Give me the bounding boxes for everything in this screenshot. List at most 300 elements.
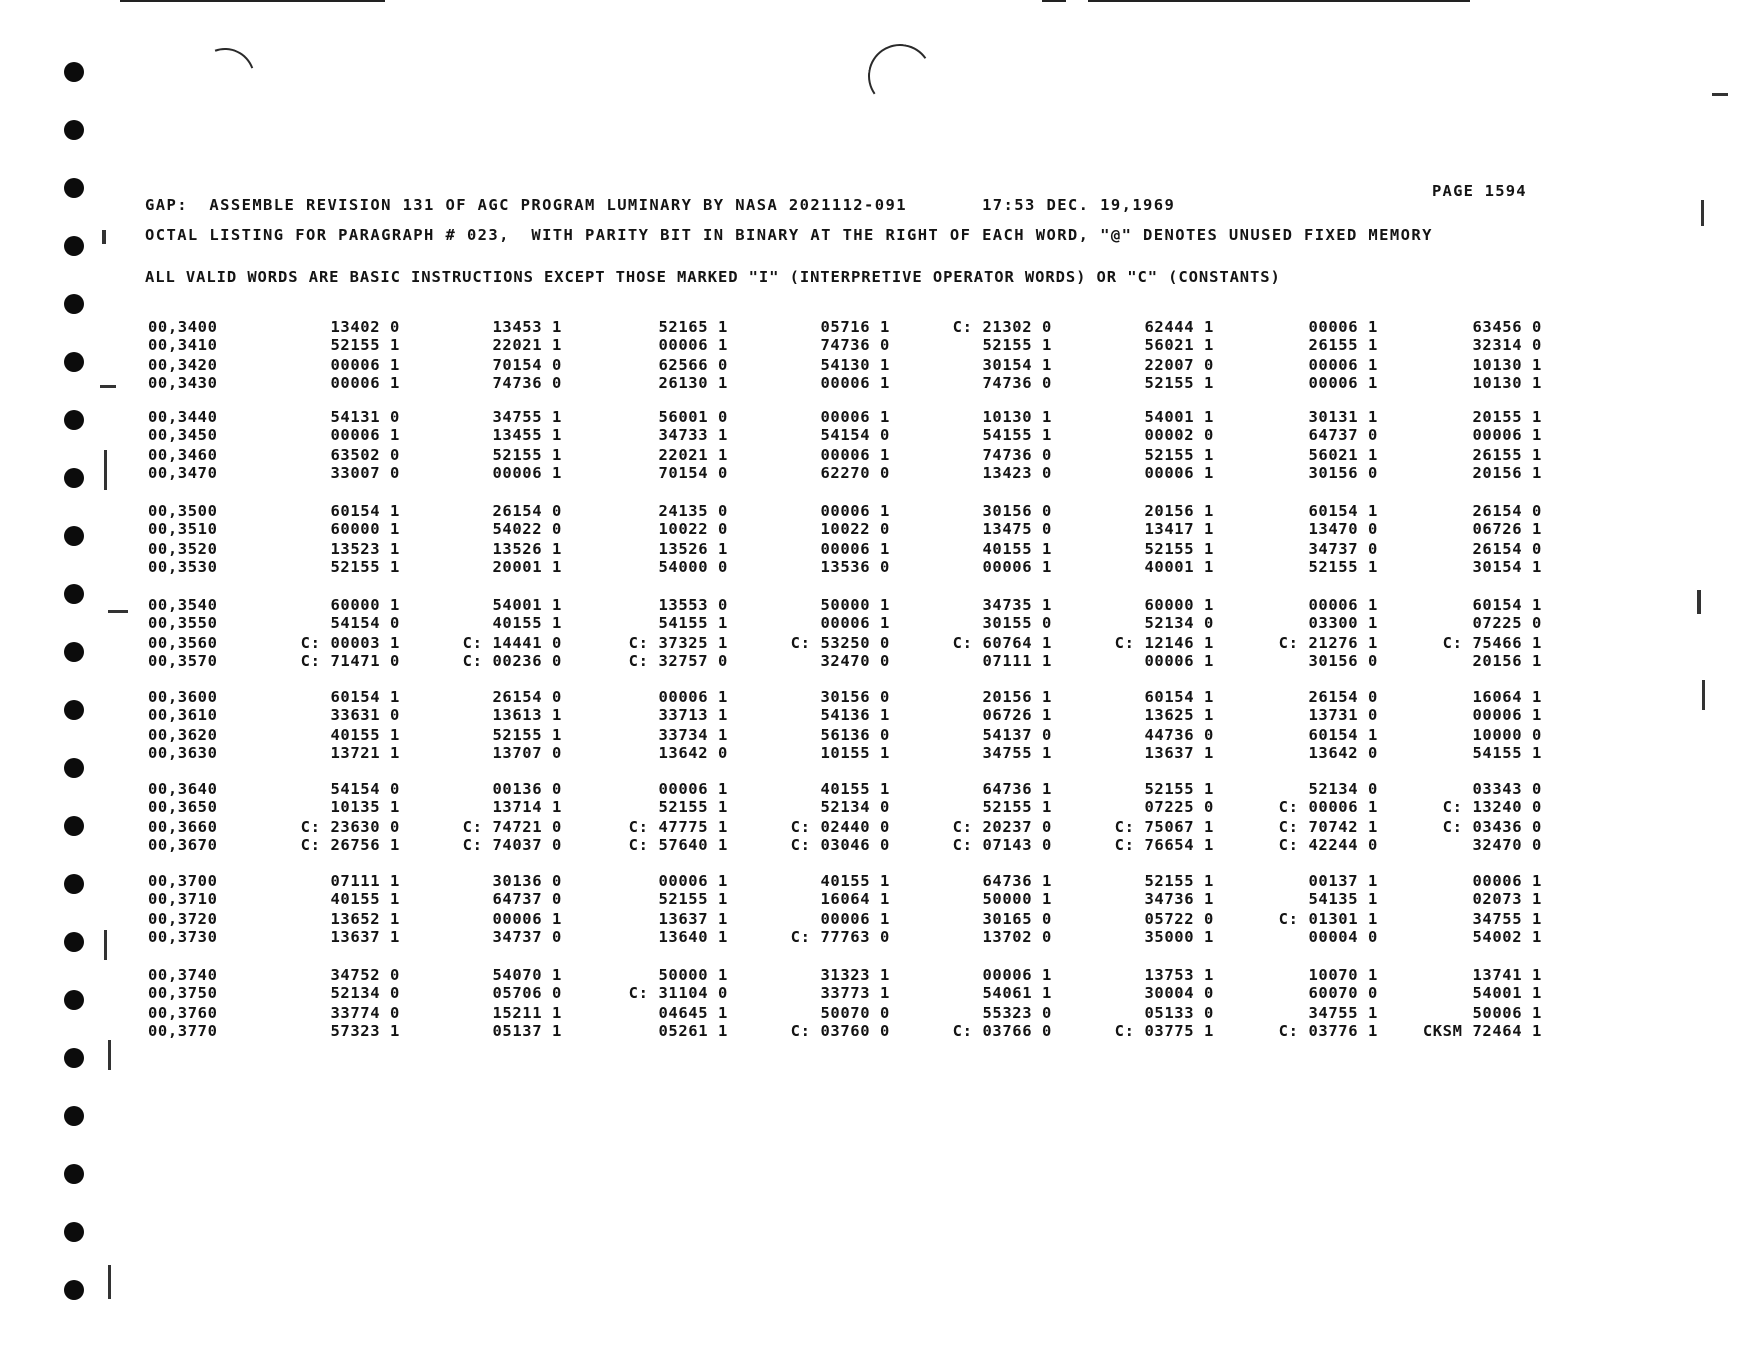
listing-row xyxy=(0,798,1740,816)
octal-word: C: 57640 1 xyxy=(628,835,728,854)
octal-word: 52155 1 xyxy=(658,889,728,908)
octal-word: 05706 0 xyxy=(492,983,562,1002)
octal-word: 56021 1 xyxy=(1144,335,1214,354)
octal-word: 56001 0 xyxy=(658,408,728,426)
octal-word: 00006 1 xyxy=(330,373,400,392)
octal-word: 00006 1 xyxy=(1308,318,1378,336)
octal-word: 52134 0 xyxy=(820,797,890,816)
listing-row xyxy=(0,520,1740,538)
octal-word: 54155 1 xyxy=(1472,743,1542,762)
octal-word: C: 03760 0 xyxy=(790,1021,890,1040)
octal-word: 20156 1 xyxy=(982,688,1052,706)
address-label: 00,3660 xyxy=(148,818,218,836)
top-rule-left xyxy=(120,0,385,2)
octal-word: 63502 0 xyxy=(330,446,400,464)
octal-word: 26154 0 xyxy=(492,502,562,520)
octal-word: 00006 1 xyxy=(658,780,728,798)
listing-row xyxy=(0,836,1740,854)
octal-word: 15211 1 xyxy=(492,1004,562,1022)
address-label: 00,3760 xyxy=(148,1004,218,1022)
octal-word: 10130 1 xyxy=(1472,373,1542,392)
octal-word: 34735 1 xyxy=(982,596,1052,614)
octal-word: 26130 1 xyxy=(658,373,728,392)
address-label: 00,3630 xyxy=(148,743,218,762)
octal-word: 35000 1 xyxy=(1144,927,1214,946)
octal-word: 60154 1 xyxy=(1472,596,1542,614)
octal-word: 52134 0 xyxy=(1144,613,1214,632)
octal-word: 54001 1 xyxy=(1472,983,1542,1002)
octal-word: 31323 1 xyxy=(820,966,890,984)
octal-word: 40155 1 xyxy=(982,540,1052,558)
octal-word: 44736 0 xyxy=(1144,726,1214,744)
octal-word: 30156 0 xyxy=(982,502,1052,520)
listing-row xyxy=(0,374,1740,392)
octal-word: 30165 0 xyxy=(982,910,1052,928)
octal-word: C: 03046 0 xyxy=(790,835,890,854)
listing-row xyxy=(0,744,1740,762)
octal-word: 74736 0 xyxy=(820,335,890,354)
listing-row xyxy=(0,910,1740,928)
octal-word: 74736 0 xyxy=(982,373,1052,392)
octal-word: C: 03436 0 xyxy=(1442,818,1542,836)
octal-word: 00006 1 xyxy=(658,335,728,354)
listing-row xyxy=(0,928,1740,946)
octal-word: 52155 1 xyxy=(982,797,1052,816)
octal-word: 70154 0 xyxy=(492,356,562,374)
octal-word: 54136 1 xyxy=(820,705,890,724)
octal-word: 00006 1 xyxy=(820,502,890,520)
octal-word: 40155 1 xyxy=(492,613,562,632)
octal-word: 03300 1 xyxy=(1308,613,1378,632)
octal-word: C: 74037 0 xyxy=(462,835,562,854)
octal-word: C: 37325 1 xyxy=(628,634,728,652)
octal-word: 07225 0 xyxy=(1472,613,1542,632)
octal-word: 13402 0 xyxy=(330,318,400,336)
octal-word: 70154 0 xyxy=(658,463,728,482)
octal-word: 54135 1 xyxy=(1308,889,1378,908)
octal-word: 10070 1 xyxy=(1308,966,1378,984)
octal-word: 13741 1 xyxy=(1472,966,1542,984)
octal-word: 54155 1 xyxy=(982,425,1052,444)
address-label: 00,3510 xyxy=(148,519,218,538)
listing-row xyxy=(0,1022,1740,1040)
octal-word: 00006 1 xyxy=(820,373,890,392)
address-label: 00,3420 xyxy=(148,356,218,374)
octal-word: C: 03775 1 xyxy=(1114,1021,1214,1040)
listing-row xyxy=(0,652,1740,670)
listing-title: GAP: ASSEMBLE REVISION 131 OF AGC PROGRAM LUMINARY BY NASA 2021112-091 17:53 DEC. 19,1969 xyxy=(145,196,1176,214)
octal-word: 64736 1 xyxy=(982,780,1052,798)
address-label: 00,3430 xyxy=(148,373,218,392)
octal-word: 13753 1 xyxy=(1144,966,1214,984)
octal-word: 50000 1 xyxy=(658,966,728,984)
margin-speck xyxy=(108,1040,111,1070)
listing-row xyxy=(0,464,1740,482)
octal-word: 50006 1 xyxy=(1472,1004,1542,1022)
octal-word: C: 13240 0 xyxy=(1442,797,1542,816)
listing-row xyxy=(0,818,1740,836)
octal-word: 00006 1 xyxy=(492,463,562,482)
octal-word: 13642 0 xyxy=(1308,743,1378,762)
octal-word: 54000 0 xyxy=(658,557,728,576)
octal-word: 33774 0 xyxy=(330,1004,400,1022)
octal-word: 34736 1 xyxy=(1144,889,1214,908)
listing-row xyxy=(0,726,1740,744)
octal-word: 13526 1 xyxy=(658,540,728,558)
octal-word: C: 42244 0 xyxy=(1278,835,1378,854)
octal-word: 20001 1 xyxy=(492,557,562,576)
octal-word: 13642 0 xyxy=(658,743,728,762)
listing-row xyxy=(0,634,1740,652)
octal-word: 56136 0 xyxy=(820,726,890,744)
octal-word: 13475 0 xyxy=(982,519,1052,538)
octal-word: C: 00006 1 xyxy=(1278,797,1378,816)
octal-word: 00006 1 xyxy=(330,425,400,444)
octal-word: C: 47775 1 xyxy=(628,818,728,836)
octal-word: 52155 1 xyxy=(330,557,400,576)
octal-word: 13637 1 xyxy=(330,927,400,946)
address-label: 00,3710 xyxy=(148,889,218,908)
octal-word: 13714 1 xyxy=(492,797,562,816)
octal-word: 00006 1 xyxy=(1472,872,1542,890)
address-label: 00,3650 xyxy=(148,797,218,816)
octal-word: 10155 1 xyxy=(820,743,890,762)
octal-word: 40001 1 xyxy=(1144,557,1214,576)
octal-word: 30156 0 xyxy=(1308,651,1378,670)
octal-word: 00006 1 xyxy=(1144,463,1214,482)
octal-word: 20156 1 xyxy=(1472,651,1542,670)
octal-word: 50070 0 xyxy=(820,1004,890,1022)
address-label: 00,3670 xyxy=(148,835,218,854)
address-label: 00,3610 xyxy=(148,705,218,724)
octal-word: 20155 1 xyxy=(1472,408,1542,426)
octal-word: 60154 1 xyxy=(1144,688,1214,706)
address-label: 00,3700 xyxy=(148,872,218,890)
octal-word: C: 26756 1 xyxy=(300,835,400,854)
octal-word: 13417 1 xyxy=(1144,519,1214,538)
octal-word: 52155 1 xyxy=(1144,373,1214,392)
octal-word: 24135 0 xyxy=(658,502,728,520)
octal-word: 07225 0 xyxy=(1144,797,1214,816)
octal-word: 03343 0 xyxy=(1472,780,1542,798)
address-label: 00,3530 xyxy=(148,557,218,576)
octal-word: C: 76654 1 xyxy=(1114,835,1214,854)
octal-word: 54154 0 xyxy=(330,613,400,632)
octal-word: 00006 1 xyxy=(820,910,890,928)
octal-word: C: 01301 1 xyxy=(1278,910,1378,928)
punch-hole xyxy=(64,178,84,198)
octal-word: 00006 1 xyxy=(1472,425,1542,444)
address-label: 00,3730 xyxy=(148,927,218,946)
listing-row xyxy=(0,356,1740,374)
octal-word: 13721 1 xyxy=(330,743,400,762)
octal-word: 26154 0 xyxy=(1472,502,1542,520)
octal-word: 05722 0 xyxy=(1144,910,1214,928)
octal-word: 60070 0 xyxy=(1308,983,1378,1002)
octal-word: 62566 0 xyxy=(658,356,728,374)
octal-word: 54001 1 xyxy=(1144,408,1214,426)
octal-word: 07111 1 xyxy=(982,651,1052,670)
punch-hole xyxy=(64,1164,84,1184)
octal-word: 05716 1 xyxy=(820,318,890,336)
octal-word: 32314 0 xyxy=(1472,335,1542,354)
octal-word: 30131 1 xyxy=(1308,408,1378,426)
octal-word: 13455 1 xyxy=(492,425,562,444)
punch-hole xyxy=(64,1222,84,1242)
listing-row xyxy=(0,890,1740,908)
octal-word: C: 03776 1 xyxy=(1278,1021,1378,1040)
octal-word: 52155 1 xyxy=(1144,872,1214,890)
octal-word: 54001 1 xyxy=(492,596,562,614)
octal-word: 52155 1 xyxy=(330,335,400,354)
octal-word: 74736 0 xyxy=(982,446,1052,464)
listing-row xyxy=(0,596,1740,614)
listing-row xyxy=(0,614,1740,632)
octal-word: 13625 1 xyxy=(1144,705,1214,724)
octal-word: C: 53250 0 xyxy=(790,634,890,652)
octal-word: C: 21276 1 xyxy=(1278,634,1378,652)
octal-word: 52155 1 xyxy=(1144,446,1214,464)
octal-word: C: 71471 0 xyxy=(300,651,400,670)
address-label: 00,3470 xyxy=(148,463,218,482)
octal-word: 00136 0 xyxy=(492,780,562,798)
margin-speck xyxy=(108,1265,111,1299)
octal-word: 52155 1 xyxy=(492,726,562,744)
octal-word: 00002 0 xyxy=(1144,425,1214,444)
octal-word: 62270 0 xyxy=(820,463,890,482)
octal-word: 52155 1 xyxy=(492,446,562,464)
octal-word: C: 74721 0 xyxy=(462,818,562,836)
octal-word: C: 70742 1 xyxy=(1278,818,1378,836)
top-rule-mid xyxy=(1042,0,1066,2)
octal-word: 10000 0 xyxy=(1472,726,1542,744)
octal-word: 26155 1 xyxy=(1308,335,1378,354)
listing-row xyxy=(0,558,1740,576)
octal-word: 13731 0 xyxy=(1308,705,1378,724)
octal-word: 64737 0 xyxy=(1308,425,1378,444)
octal-word: 00006 1 xyxy=(820,408,890,426)
octal-word: 50000 1 xyxy=(820,596,890,614)
octal-word: 30156 0 xyxy=(1308,463,1378,482)
octal-word: CKSM 72464 1 xyxy=(1422,1021,1542,1040)
address-label: 00,3770 xyxy=(148,1021,218,1040)
octal-word: 54155 1 xyxy=(658,613,728,632)
octal-word: 34755 1 xyxy=(1308,1004,1378,1022)
octal-word: 10135 1 xyxy=(330,797,400,816)
octal-word: 52134 0 xyxy=(1308,780,1378,798)
octal-word: 54154 0 xyxy=(820,425,890,444)
listing-description: OCTAL LISTING FOR PARAGRAPH # 023, WITH PARITY BIT IN BINARY AT THE RIGHT OF EACH WORD, "@" DENOTES UNUSED FIXED MEMORY xyxy=(145,226,1433,244)
address-label: 00,3450 xyxy=(148,425,218,444)
octal-word: C: 00003 1 xyxy=(300,634,400,652)
octal-word: 20156 1 xyxy=(1472,463,1542,482)
address-label: 00,3740 xyxy=(148,966,218,984)
octal-word: 34752 0 xyxy=(330,966,400,984)
octal-word: 13707 0 xyxy=(492,743,562,762)
octal-word: 00137 1 xyxy=(1308,872,1378,890)
octal-word: 00006 1 xyxy=(982,966,1052,984)
octal-word: 26154 0 xyxy=(1472,540,1542,558)
address-label: 00,3720 xyxy=(148,910,218,928)
octal-word: 06726 1 xyxy=(1472,519,1542,538)
octal-word: 34755 1 xyxy=(492,408,562,426)
listing-row xyxy=(0,966,1740,984)
listing-row xyxy=(0,408,1740,426)
listing-row xyxy=(0,1004,1740,1022)
octal-word: C: 31104 0 xyxy=(628,983,728,1002)
octal-word: 16064 1 xyxy=(820,889,890,908)
octal-word: 54131 0 xyxy=(330,408,400,426)
octal-word: C: 32757 0 xyxy=(628,651,728,670)
octal-word: 32470 0 xyxy=(1472,835,1542,854)
octal-word: 10130 1 xyxy=(982,408,1052,426)
listing-row xyxy=(0,780,1740,798)
octal-word: 02073 1 xyxy=(1472,889,1542,908)
octal-word: 40155 1 xyxy=(330,889,400,908)
octal-word: 32470 0 xyxy=(820,651,890,670)
octal-word: 26154 0 xyxy=(492,688,562,706)
octal-word: 00006 1 xyxy=(820,540,890,558)
listing-row xyxy=(0,318,1740,336)
punch-hole xyxy=(64,1106,84,1126)
listing-row xyxy=(0,540,1740,558)
octal-word: 52155 1 xyxy=(1308,557,1378,576)
octal-word: 30154 1 xyxy=(1472,557,1542,576)
octal-word: 13640 1 xyxy=(658,927,728,946)
listing-row xyxy=(0,984,1740,1002)
octal-word: 33734 1 xyxy=(658,726,728,744)
octal-word: 26154 0 xyxy=(1308,688,1378,706)
octal-word: C: 20237 0 xyxy=(952,818,1052,836)
octal-word: 30155 0 xyxy=(982,613,1052,632)
address-label: 00,3620 xyxy=(148,726,218,744)
octal-word: 10130 1 xyxy=(1472,356,1542,374)
listing-legend: ALL VALID WORDS ARE BASIC INSTRUCTIONS EXCEPT THOSE MARKED "I" (INTERPRETIVE OPERATOR WORDS) OR "C" (CONSTANTS) xyxy=(145,268,1281,286)
octal-word: 55323 0 xyxy=(982,1004,1052,1022)
octal-word: 74736 0 xyxy=(492,373,562,392)
listing-row xyxy=(0,688,1740,706)
punch-hole xyxy=(64,62,84,82)
octal-word: C: 75067 1 xyxy=(1114,818,1214,836)
octal-word: 40155 1 xyxy=(820,780,890,798)
address-label: 00,3540 xyxy=(148,596,218,614)
octal-word: 34733 1 xyxy=(658,425,728,444)
octal-word: 10022 0 xyxy=(658,519,728,538)
octal-word: 05133 0 xyxy=(1144,1004,1214,1022)
octal-word: 00006 1 xyxy=(982,557,1052,576)
octal-word: 34755 1 xyxy=(982,743,1052,762)
octal-word: 00006 1 xyxy=(820,613,890,632)
top-rule-right xyxy=(1088,0,1470,2)
octal-word: 26155 1 xyxy=(1472,446,1542,464)
octal-word: 40155 1 xyxy=(330,726,400,744)
octal-word: 05137 1 xyxy=(492,1021,562,1040)
octal-word: 13526 1 xyxy=(492,540,562,558)
octal-word: 13702 0 xyxy=(982,927,1052,946)
listing-row xyxy=(0,872,1740,890)
octal-word: 13553 0 xyxy=(658,596,728,614)
octal-word: 60154 1 xyxy=(1308,726,1378,744)
octal-word: 00006 1 xyxy=(1308,356,1378,374)
octal-word: 56021 1 xyxy=(1308,446,1378,464)
punch-hole xyxy=(64,1280,84,1300)
octal-word: 60154 1 xyxy=(1308,502,1378,520)
arc-mark-left xyxy=(185,38,265,118)
octal-word: 04645 1 xyxy=(658,1004,728,1022)
octal-word: 13523 1 xyxy=(330,540,400,558)
octal-word: 16064 1 xyxy=(1472,688,1542,706)
address-label: 00,3750 xyxy=(148,983,218,1002)
octal-word: 34755 1 xyxy=(1472,910,1542,928)
octal-word: 63456 0 xyxy=(1472,318,1542,336)
address-label: 00,3440 xyxy=(148,408,218,426)
octal-word: 05261 1 xyxy=(658,1021,728,1040)
octal-word: 33773 1 xyxy=(820,983,890,1002)
octal-word: 13652 1 xyxy=(330,910,400,928)
address-label: 00,3570 xyxy=(148,651,218,670)
octal-word: 57323 1 xyxy=(330,1021,400,1040)
octal-word: 07111 1 xyxy=(330,872,400,890)
octal-word: 60000 1 xyxy=(1144,596,1214,614)
octal-word: 54022 0 xyxy=(492,519,562,538)
octal-word: C: 07143 0 xyxy=(952,835,1052,854)
octal-word: 33713 1 xyxy=(658,705,728,724)
margin-speck xyxy=(102,230,106,244)
octal-word: 34737 0 xyxy=(1308,540,1378,558)
punch-hole xyxy=(64,1048,84,1068)
octal-word: 00006 1 xyxy=(492,910,562,928)
punch-hole xyxy=(64,120,84,140)
octal-word: 22007 0 xyxy=(1144,356,1214,374)
octal-word: 50000 1 xyxy=(982,889,1052,908)
octal-word: 00006 1 xyxy=(1308,596,1378,614)
octal-word: 52134 0 xyxy=(330,983,400,1002)
page-number: PAGE 1594 xyxy=(1432,182,1527,200)
octal-word: C: 21302 0 xyxy=(952,318,1052,336)
octal-word: 30156 0 xyxy=(820,688,890,706)
listing-row xyxy=(0,426,1740,444)
octal-word: 54002 1 xyxy=(1472,927,1542,946)
octal-word: 13453 1 xyxy=(492,318,562,336)
listing-row xyxy=(0,336,1740,354)
octal-word: 64736 1 xyxy=(982,872,1052,890)
octal-word: 00006 1 xyxy=(330,356,400,374)
margin-speck xyxy=(1712,93,1728,96)
punch-hole xyxy=(64,294,84,314)
octal-word: 06726 1 xyxy=(982,705,1052,724)
octal-word: 22021 1 xyxy=(492,335,562,354)
octal-word: 33631 0 xyxy=(330,705,400,724)
octal-word: 52165 1 xyxy=(658,318,728,336)
octal-word: 60000 1 xyxy=(330,519,400,538)
octal-word: 52155 1 xyxy=(1144,780,1214,798)
octal-word: 52155 1 xyxy=(982,335,1052,354)
octal-word: 60154 1 xyxy=(330,502,400,520)
octal-word: 13423 0 xyxy=(982,463,1052,482)
octal-word: C: 14441 0 xyxy=(462,634,562,652)
address-label: 00,3520 xyxy=(148,540,218,558)
octal-word: 13536 0 xyxy=(820,557,890,576)
octal-word: 00006 1 xyxy=(658,688,728,706)
address-label: 00,3560 xyxy=(148,634,218,652)
octal-word: 00006 1 xyxy=(658,872,728,890)
octal-word: 54137 0 xyxy=(982,726,1052,744)
octal-word: 00006 1 xyxy=(1144,651,1214,670)
address-label: 00,3640 xyxy=(148,780,218,798)
listing-row xyxy=(0,706,1740,724)
octal-word: 64737 0 xyxy=(492,889,562,908)
octal-word: 40155 1 xyxy=(820,872,890,890)
